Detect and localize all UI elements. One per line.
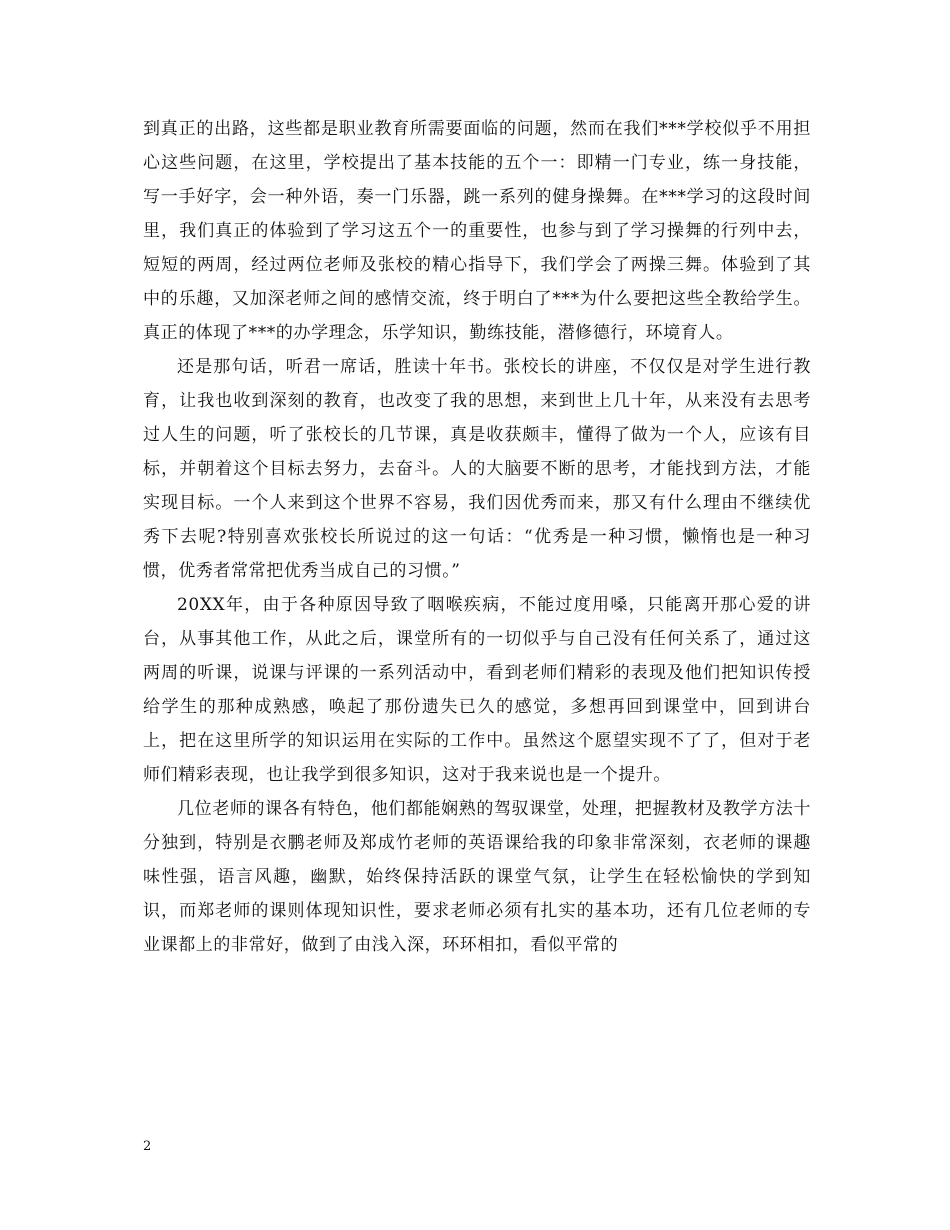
paragraph-3: 20XX年，由于各种原因导致了咽喉疾病，不能过度用嗓，只能离开那心爱的讲台，从事其他工作，从此之后，课堂所有的一切似乎与自己没有任何关系了，通过这两周的听课，说课与评课的一系列活动中，看到老师们精彩的表现及他们把知识传授给学生的那种成熟感，唤起了那份遗失已久的感觉，多想再回到课堂中，回到讲台上，把在这里所学的知识运用在实际的工作中。虽然这个愿望实现不了了，但对于老师们精彩表现，也让我学到很多知识，这对于我来说也是一个提升。 — [143, 595, 811, 785]
paragraph-2: 还是那句话，听君一席话，胜读十年书。张校长的讲座，不仅仅是对学生进行教育，让我也收到深刻的教育，也改变了我的思想，来到世上几十年，从来没有去思考过人生的问题，听了张校长的几节课，真是收获颇丰，懂得了做为一个人，应该有目标，并朝着这个目标去努力，去奋斗。人的大脑要不断的思考，才能找到方法，才能实现目标。一个人来到这个世界不容易，我们因优秀而来，那又有什么理由不继续优秀下去呢?特别喜欢张校长所说过的这一句话：“优秀是一种习惯，懒惰也是一种习惯，优秀者常常把优秀当成自己的习惯。” — [143, 357, 811, 581]
paragraph-4: 几位老师的课各有特色，他们都能娴熟的驾驭课堂，处理，把握教材及教学方法十分独到，特别是衣鹏老师及郑成竹老师的英语课给我的印象非常深刻，衣老师的课趣味性强，语言风趣，幽默，始终保持活跃的课堂气氛，让学生在轻松愉快的学到知识，而郑老师的课则体现知识性，要求老师必须有扎实的基本功，还有几位老师的专业课都上的非常好，做到了由浅入深，环环相扣，看似平常的 — [143, 799, 811, 955]
page-body — [143, 112, 811, 962]
paragraph-1: 到真正的出路，这些都是职业教育所需要面临的问题，然而在我们***学校似乎不用担心这些问题，在这里，学校提出了基本技能的五个一：即精一门专业，练一身技能，写一手好字，会一种外语，奏一门乐器，跳一系列的健身操舞。在***学习的这段时间里，我们真正的体验到了学习这五个一的重要性，也参与到了学习操舞的行列中去，短短的两周，经过两位老师及张校的精心指导下，我们学会了两操三舞。体验到了其中的乐趣，又加深老师之间的感情交流，终于明白了***为什么要把这些全教给学生。真正的体现了***的办学理念，乐学知识，勤练技能，潜修德行，环境育人。 — [143, 119, 811, 343]
page-number: 2 — [143, 1139, 152, 1154]
